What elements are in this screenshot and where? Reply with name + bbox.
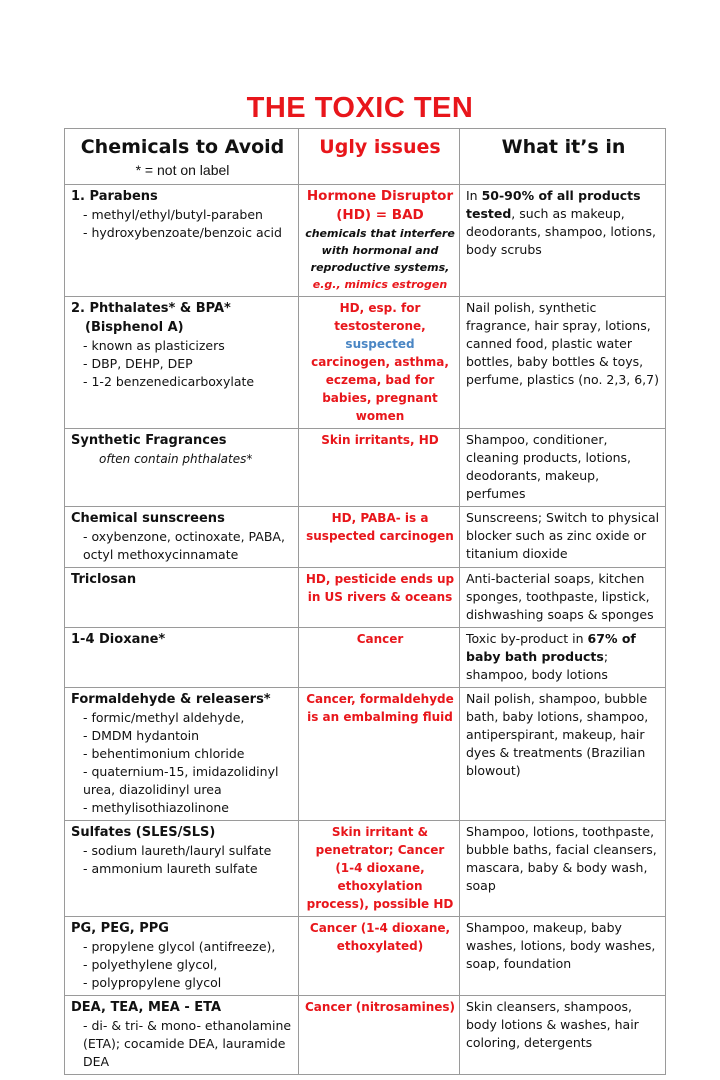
where-text-bold: 50-90% of all products tested — [466, 188, 641, 221]
where-cell — [460, 688, 666, 821]
chemical-name: 1-4 Dioxane* — [71, 632, 166, 647]
issue-text-pre: HD, esp. for testosterone, — [334, 301, 426, 333]
header-issues — [299, 129, 460, 185]
chemical-sub: - 1-2 benzenedicarboxylate — [83, 374, 255, 389]
chemical-cell — [65, 688, 299, 821]
where-cell — [460, 996, 666, 1075]
chemical-cell — [65, 297, 299, 429]
table-header-row — [65, 129, 666, 185]
where-text — [466, 630, 661, 684]
chemical-name: DEA, TEA, MEA - ETA — [71, 1000, 222, 1015]
table-row — [65, 996, 666, 1075]
chemical-sub: - known as plasticizers — [83, 338, 225, 353]
issue-detail-text: chemicals that interfere with hormonal and reproductive systems, — [305, 227, 455, 274]
issue-text: HD, PABA- is a suspected carcinogen — [306, 511, 454, 543]
issue-text-post: carcinogen, asthma, eczema, bad for babies, pregnant women — [311, 355, 449, 423]
issue-cell — [299, 507, 460, 568]
table-row — [65, 821, 666, 917]
where-cell — [460, 568, 666, 628]
chemical-sub: - behentimonium chloride — [83, 746, 245, 761]
issue-cell — [299, 688, 460, 821]
issue-detail-example: e.g., mimics estrogen — [312, 278, 448, 291]
chemical-sub: - polyethylene glycol, — [83, 957, 218, 972]
where-cell — [460, 429, 666, 507]
where-cell — [460, 628, 666, 688]
chemical-name: 2. Phthalates* & BPA* — [71, 301, 231, 316]
chemical-cell — [65, 507, 299, 568]
where-cell — [460, 185, 666, 297]
issue-text: Cancer (1-4 dioxane, ethoxylated) — [309, 921, 451, 953]
where-text: Skin cleansers, shampoos, body lotions & washes, hair coloring, detergents — [466, 999, 639, 1050]
where-text: Shampoo, makeup, baby washes, lotions, body washes, soap, foundation — [466, 920, 656, 971]
chemical-name-extra: (Bisphenol A) — [85, 320, 184, 335]
where-cell — [460, 917, 666, 996]
chemical-sub: - methyl/ethyl/butyl-paraben — [83, 207, 263, 222]
chemical-cell — [65, 996, 299, 1075]
where-text-post: , such as makeup, deodorants, shampoo, lotions, body scrubs — [466, 206, 656, 257]
chemical-cell — [65, 429, 299, 507]
issue-text: Skin irritant & penetrator; Cancer (1-4 dioxane, ethoxylation process), possible HD — [306, 825, 454, 911]
issue-detail — [305, 225, 455, 293]
table-row — [65, 185, 666, 297]
chemical-sub: - quaternium-15, imidazolidinyl urea, diazolidinyl urea — [83, 764, 279, 797]
chemical-name: PG, PEG, PPG — [71, 921, 169, 936]
header-chemicals-label: Chemicals to Avoid — [80, 136, 285, 158]
table-row — [65, 429, 666, 507]
table-row — [65, 507, 666, 568]
chemical-sub: - propylene glycol (antifreeze), — [83, 939, 276, 954]
chemical-cell — [65, 628, 299, 688]
issue-cell — [299, 297, 460, 429]
issue-text: Cancer (nitrosamines) — [305, 1000, 455, 1014]
chemical-sub: - ammonium laureth sulfate — [83, 861, 258, 876]
issue-text: Cancer — [356, 632, 404, 646]
where-text-pre: In — [466, 188, 482, 203]
issue-cell — [299, 917, 460, 996]
table-row — [65, 688, 666, 821]
header-issues-label: Ugly issues — [319, 136, 441, 158]
issue-cell — [299, 429, 460, 507]
where-cell — [460, 297, 666, 429]
chemical-name: Formaldehyde & releasers* — [71, 692, 271, 707]
chemical-sub: - formic/methyl aldehyde, — [83, 710, 245, 725]
chemical-sub: - di- & tri- & mono- ethanolamine (ETA); cocamide DEA, lauramide DEA — [83, 1018, 292, 1069]
chemical-cell — [65, 917, 299, 996]
issue-cell — [299, 568, 460, 628]
chemical-sub: - DBP, DEHP, DEP — [83, 356, 193, 371]
header-where-label: What it’s in — [501, 136, 626, 158]
where-text-bold: 67% of baby bath products — [466, 631, 636, 664]
where-text: Sunscreens; Switch to physical blocker such as zinc oxide or titanium dioxide — [466, 510, 660, 561]
where-text: Anti-bacterial soaps, kitchen sponges, toothpaste, lipstick, dishwashing soaps & sponges — [466, 571, 654, 622]
chemical-sub: - hydroxybenzoate/benzoic acid — [83, 225, 282, 240]
toxic-chemicals-table — [64, 128, 666, 1075]
header-label-note: * = not on label — [135, 162, 230, 178]
header-where — [460, 129, 666, 185]
chemical-note: often contain phthalates* — [99, 452, 253, 466]
where-cell — [460, 821, 666, 917]
chemical-name: Triclosan — [71, 572, 137, 587]
issue-cell — [299, 628, 460, 688]
chemical-sub: - oxybenzone, octinoxate, PABA, octyl methoxycinnamate — [83, 529, 285, 562]
issue-text-highlight: suspected — [345, 337, 415, 351]
table-row — [65, 297, 666, 429]
where-text — [466, 187, 661, 259]
chemical-cell — [65, 185, 299, 297]
issue-cell — [299, 821, 460, 917]
issue-text: Skin irritants, HD — [321, 433, 439, 447]
table-row — [65, 628, 666, 688]
header-chemicals — [65, 129, 299, 185]
table-row — [65, 568, 666, 628]
where-text: Shampoo, lotions, toothpaste, bubble baths, facial cleansers, mascara, baby & body wash, soap — [466, 824, 657, 893]
chemical-name: 1. Parabens — [71, 189, 158, 204]
chemical-cell — [65, 568, 299, 628]
issue-text — [305, 299, 455, 425]
page-title: THE TOXIC TEN — [246, 92, 474, 124]
issue-cell — [299, 996, 460, 1075]
chemical-name: Chemical sunscreens — [71, 511, 225, 526]
chemical-name: Sulfates (SLES/SLS) — [71, 825, 216, 840]
issue-text: HD, pesticide ends up in US rivers & oceans — [305, 572, 455, 604]
chemical-sub: - sodium laureth/lauryl sulfate — [83, 843, 272, 858]
issue-text: Cancer, formaldehyde is an embalming fluid — [306, 692, 454, 724]
issue-cell — [299, 185, 460, 297]
chemical-sub: - DMDM hydantoin — [83, 728, 200, 743]
chemical-sub: - methylisothiazolinone — [83, 800, 229, 815]
where-text: Shampoo, conditioner, cleaning products, lotions, deodorants, makeup, perfumes — [466, 432, 632, 501]
where-text-post: ; shampoo, body lotions — [466, 649, 609, 682]
table-row — [65, 917, 666, 996]
issue-text: Hormone Disruptor (HD) = BAD — [306, 188, 454, 223]
chemical-cell — [65, 821, 299, 917]
where-text: Nail polish, synthetic fragrance, hair spray, lotions, canned food, plastic water bottles, baby bottles & toys, perfume, plastics (no. 2,3, 6,7) — [466, 300, 659, 387]
where-cell — [460, 507, 666, 568]
where-text-pre: Toxic by-product in — [466, 631, 588, 646]
where-text: Nail polish, shampoo, bubble bath, baby lotions, shampoo, antiperspirant, makeup, hair dyes & treatments (Brazilian blowout) — [466, 691, 649, 778]
chemical-sub: - polypropylene glycol — [83, 975, 222, 990]
chemical-name: Synthetic Fragrances — [71, 433, 227, 448]
